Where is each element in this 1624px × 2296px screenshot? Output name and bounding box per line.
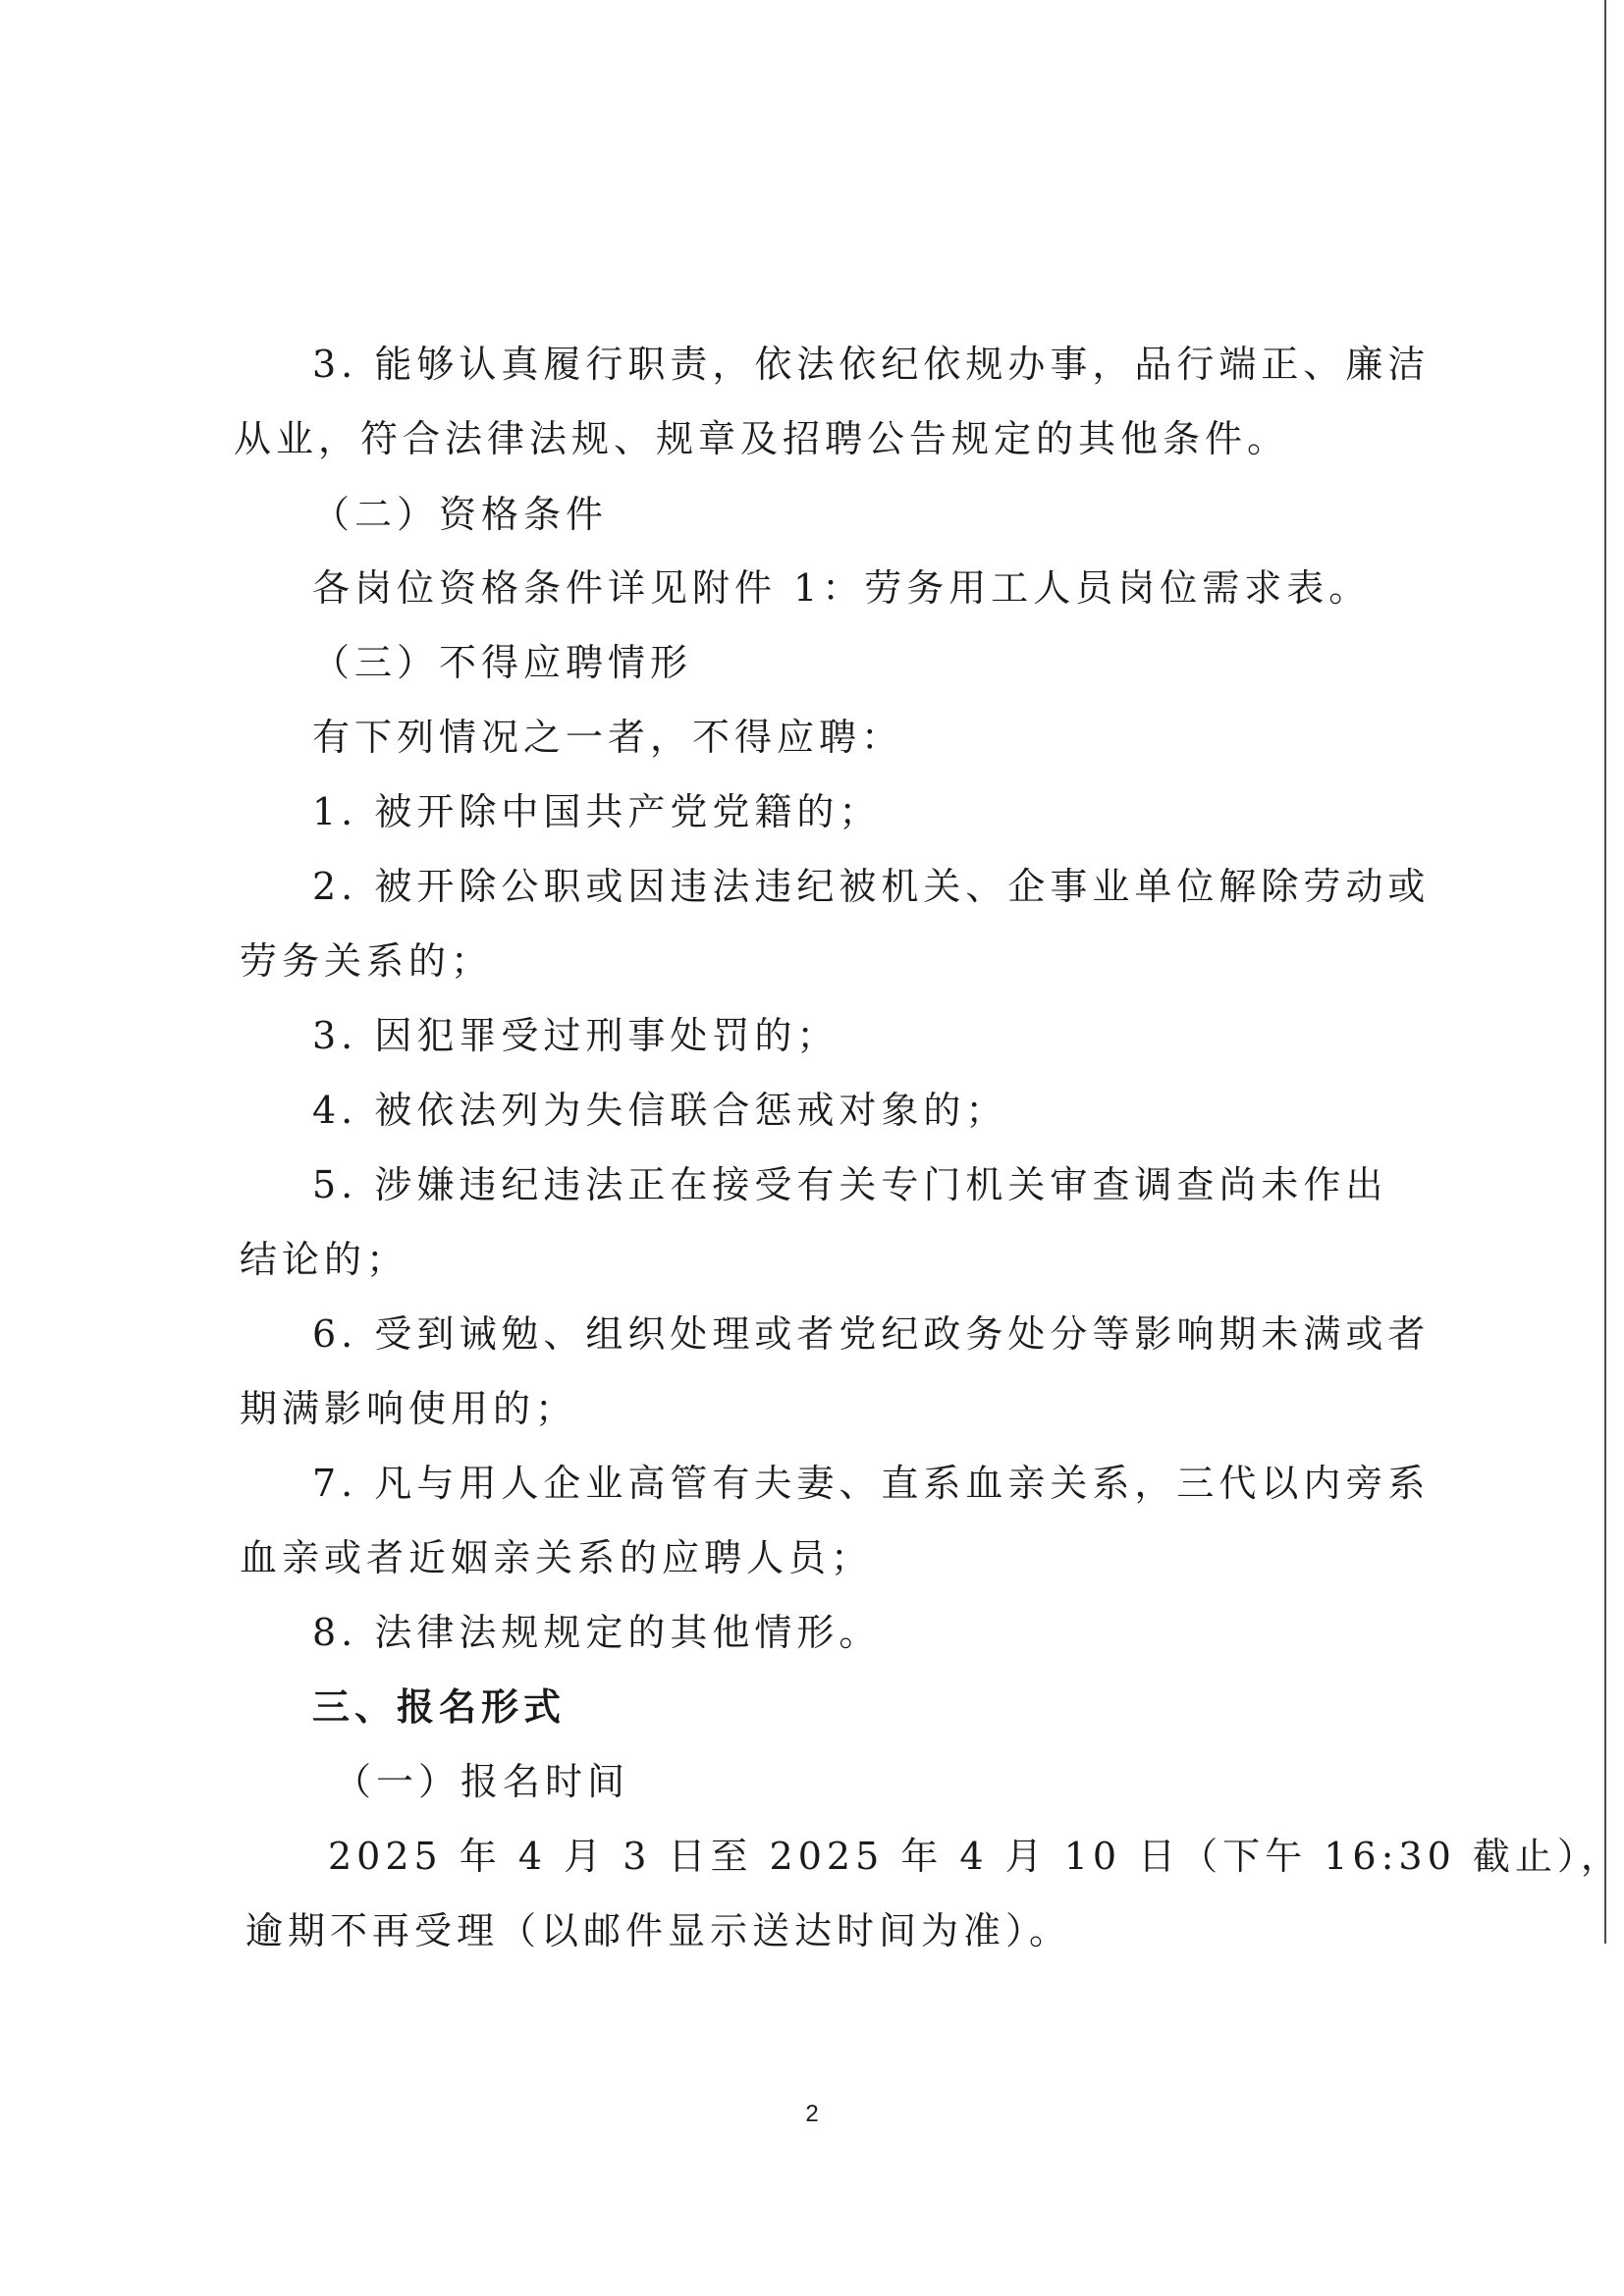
list-item-8: 8. 法律法规规定的其他情形。	[312, 1611, 882, 1654]
subheading-qualifications: （二）资格条件	[312, 493, 609, 536]
subheading-registration-time: （一）报名时间	[334, 1760, 630, 1803]
page-number: 2	[805, 2101, 819, 2127]
text-line-4: 各岗位资格条件详见附件 1：劳务用工人员岗位需求表。	[312, 566, 1372, 610]
list-item-5-cont: 结论的；	[240, 1238, 409, 1281]
text-registration-dates: 2025 年 4 月 3 日至 2025 年 4 月 10 日（下午 16:30 截止），	[328, 1835, 1623, 1878]
list-item-6-cont: 期满影响使用的；	[240, 1387, 578, 1430]
list-item-2: 2. 被开除公职或因违法违纪被机关、企事业单位解除劳动或	[312, 865, 1431, 908]
list-item-4: 4. 被依法列为失信联合惩戒对象的；	[312, 1089, 1008, 1132]
subheading-exclusions: （三）不得应聘情形	[312, 641, 693, 684]
text-line-2: 从业，符合法律法规、规章及招聘公告规定的其他条件。	[234, 417, 1290, 460]
list-item-3: 3. 因犯罪受过刑事处罚的；	[312, 1014, 839, 1057]
section-heading-registration: 三、报名形式	[312, 1684, 567, 1729]
list-item-7-cont: 血亲或者近姻亲关系的应聘人员；	[240, 1536, 874, 1579]
list-item-2-cont: 劳务关系的；	[240, 939, 494, 983]
list-item-7: 7. 凡与用人企业高管有夫妻、直系血亲关系，三代以内旁系	[312, 1462, 1431, 1505]
list-item-5: 5. 涉嫌违纪违法正在接受有关专门机关审查调查尚未作出	[312, 1163, 1388, 1206]
text-line-1: 3. 能够认真履行职责，依法依纪依规办事，品行端正、廉洁	[312, 343, 1431, 386]
list-item-6: 6. 受到诫勉、组织处理或者党纪政务处分等影响期未满或者	[312, 1312, 1431, 1356]
text-registration-note: 逾期不再受理（以邮件显示送达时间为准）。	[245, 1909, 1072, 1952]
list-item-1: 1. 被开除中国共产党党籍的；	[312, 790, 882, 833]
text-line-6: 有下列情况之一者，不得应聘：	[312, 716, 904, 759]
